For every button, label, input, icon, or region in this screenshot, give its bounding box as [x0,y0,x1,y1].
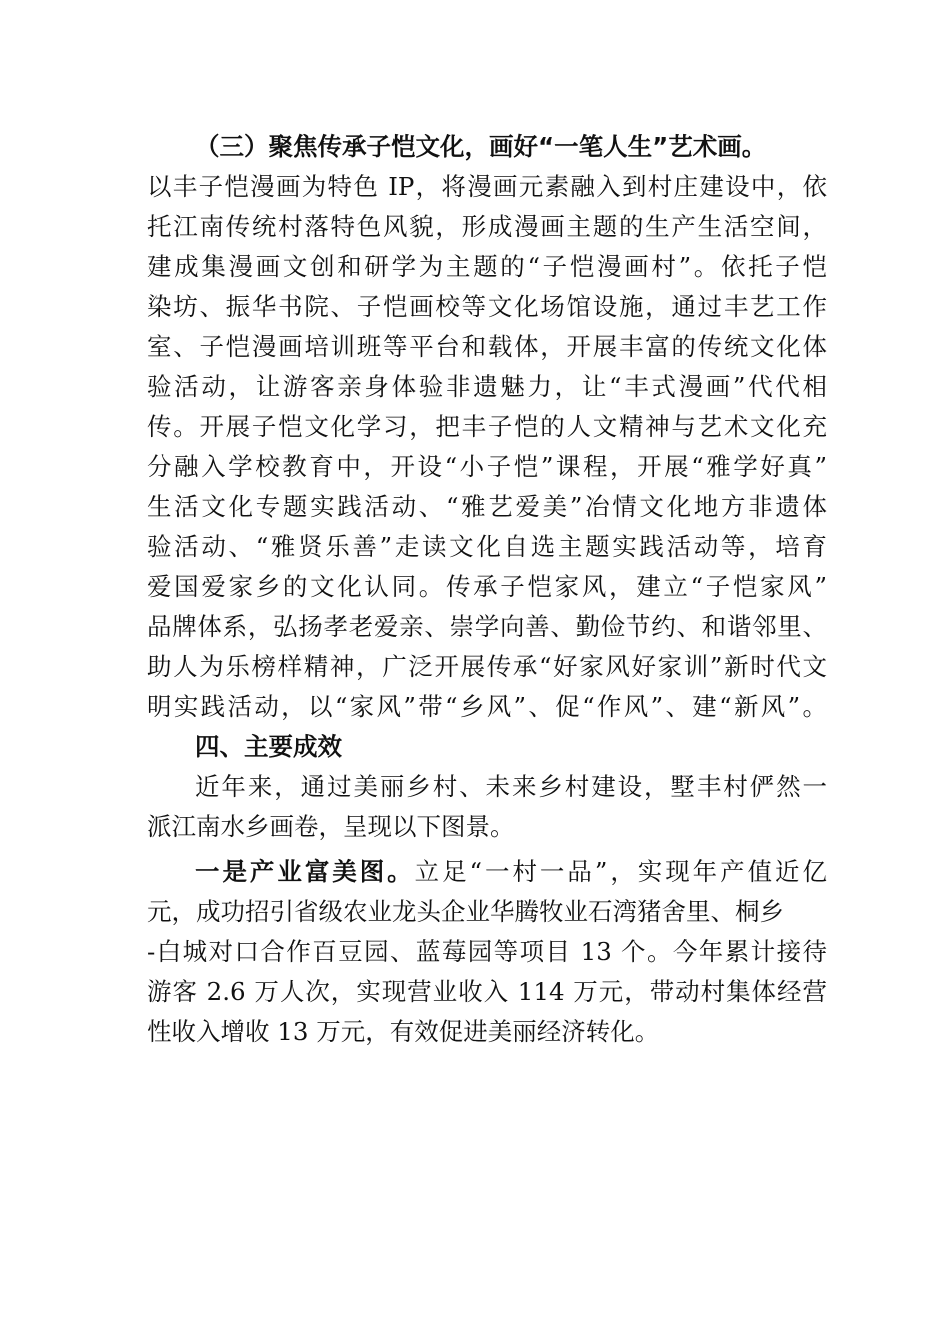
body-line: 室、子恺漫画培训班等平台和载体，开展丰富的传统文化体 [147,332,827,361]
body-line: 传。开展子恺文化学习，把丰子恺的人文精神与艺术文化充 [147,412,827,441]
body-line: 明实践活动，以“家风”带“乡风”、促“作风”、建“新风”。 [147,692,827,721]
section-four-heading: 四、主要成效 [195,732,342,761]
item-one-first-line [195,855,827,889]
body-line: 托江南传统村落特色风貌，形成漫画主题的生产生活空间， [147,212,827,241]
item-one-first-rest: 立足“一村一品”，实现年产值近亿 [414,857,827,886]
intro-line: 近年来，通过美丽乡村、未来乡村建设，墅丰村俨然一 [195,772,827,801]
item-one-lead: 一是产业富美图。 [195,857,415,886]
section-three-heading: （三）聚焦传承子恺文化，画好“一笔人生”艺术画。 [195,132,767,161]
body-line: 生活文化专题实践活动、“雅艺爱美”冶情文化地方非遗体 [147,492,827,521]
body-line: -白城对口合作百豆园、蓝莓园等项目 13 个。今年累计接待 [147,937,827,966]
body-line: 元，成功招引省级农业龙头企业华腾牧业石湾猪舍里、桐乡 [147,897,784,926]
body-line: 游客 2.6 万人次，实现营业收入 114 万元，带动村集体经营 [147,977,827,1006]
body-line: 染坊、振华书院、子恺画校等文化场馆设施，通过丰艺工作 [147,292,827,321]
body-line: 验活动，让游客亲身体验非遗魅力，让“丰式漫画”代代相 [147,372,827,401]
body-line: 爱国爱家乡的文化认同。传承子恺家风，建立“子恺家风” [147,572,827,601]
intro-line: 派江南水乡画卷，呈现以下图景。 [147,812,515,841]
body-line: 验活动、“雅贤乐善”走读文化自选主题实践活动等，培育 [147,532,827,561]
body-line: 性收入增收 13 万元，有效促进美丽经济转化。 [147,1017,660,1046]
body-line: 以丰子恺漫画为特色 IP，将漫画元素融入到村庄建设中，依 [147,172,827,201]
body-line: 品牌体系，弘扬孝老爱亲、崇学向善、勤俭节约、和谐邻里、 [147,612,827,641]
body-line: 分融入学校教育中，开设“小子恺”课程，开展“雅学好真” [147,452,827,481]
body-line: 助人为乐榜样精神，广泛开展传承“好家风好家训”新时代文 [147,652,827,681]
body-line: 建成集漫画文创和研学为主题的“子恺漫画村”。依托子恺 [147,252,827,281]
